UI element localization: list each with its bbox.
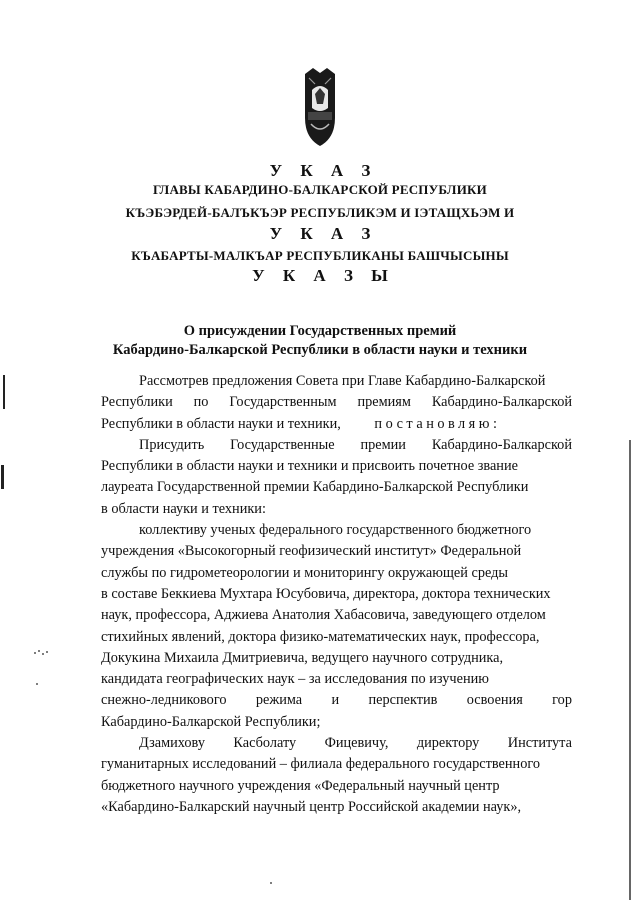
body-line: Кабардино-Балкарской Республики; [101, 713, 321, 730]
body-line: гуманитарных исследований – филиала федерального государственного [101, 756, 541, 773]
header-ukazy: У К А З Ы [252, 266, 395, 285]
header-ukaz-1: У К А З [269, 161, 378, 180]
scan-speck [270, 882, 272, 884]
body-line: бюджетного научного учреждения «Федеральный научный центр [101, 777, 500, 794]
header-glavy: ГЛАВЫ КАБАРДИНО-БАЛКАРСКОЙ РЕСПУБЛИКИ [153, 182, 487, 197]
body-line: кандидата географических наук – за исследования по изучению [101, 671, 489, 688]
body-line-justified: Республики по Государственным премиям Кабардино-Балкарской [101, 394, 572, 411]
scan-right-edge [629, 440, 631, 900]
body-line: Республики в области науки и техники и присвоить почетное звание [101, 458, 518, 475]
scan-edge-mark [3, 375, 5, 409]
body-line: стихийных явлений, доктора физико-математических наук, профессора, [101, 628, 540, 645]
body-line: коллективу ученых федерального государственного бюджетного [139, 522, 532, 539]
decree-title-line-2: Кабардино-Балкарской Республики в области науки и техники [112, 342, 528, 358]
header-kabardian: КЪЭБЭРДЕЙ-БАЛЪКЪЭР РЕСПУБЛИКЭМ И IЭТАЩХЬЭМ И [125, 205, 515, 220]
scan-speck [42, 653, 44, 655]
coat-of-arms-emblem [303, 68, 337, 148]
body-line: лауреата Государственной премии Кабардино-Балкарской Республики [101, 479, 529, 496]
decree-title-line-1: О присуждении Государственных премий [183, 323, 457, 339]
body-line: наук, профессора, Аджиева Анатолия Хабасовича, заведующего отделом [101, 607, 546, 624]
header-ukaz-2: У К А З [269, 224, 378, 243]
body-line: службы по гидрометеорологии и мониторингу окружающей среды [101, 564, 509, 581]
body-line: Рассмотрев предложения Совета при Главе Кабардино-Балкарской [139, 373, 546, 389]
body-line-justified: Присудить Государственные премии Кабардино-Балкарской [139, 436, 572, 453]
body-line-postanovlyayu: Республики в области науки и техники, постановляю: [101, 415, 501, 432]
body-line-justified: снежно-ледникового режима и перспектив освоения гор [101, 692, 572, 709]
body-line: «Кабардино-Балкарский научный центр Российской академии наук», [101, 798, 522, 815]
decree-body [101, 371, 572, 818]
scan-speck [38, 650, 40, 652]
scan-speck [36, 683, 38, 685]
body-line-justified: Дзамихову Касболату Фицевичу, директору Института [139, 735, 572, 752]
scan-edge-mark [1, 465, 4, 489]
body-line: в составе Беккиева Мухтара Юсубовича, директора, доктора технических [101, 585, 551, 602]
body-line: учреждения «Высокогорный геофизический институт» Федеральной [101, 543, 522, 560]
scan-speck [34, 652, 36, 654]
body-line: в области науки и техники: [101, 500, 266, 517]
scan-speck [46, 651, 48, 653]
header-balkar: КЪАБАРТЫ-МАЛКЪАР РЕСПУБЛИКАНЫ БАШЧЫСЫНЫ [131, 248, 509, 263]
postanovlyayu-word: постановляю: [374, 415, 501, 432]
body-line: Докукина Михаила Дмитриевича, ведущего научного сотрудника, [101, 649, 504, 666]
